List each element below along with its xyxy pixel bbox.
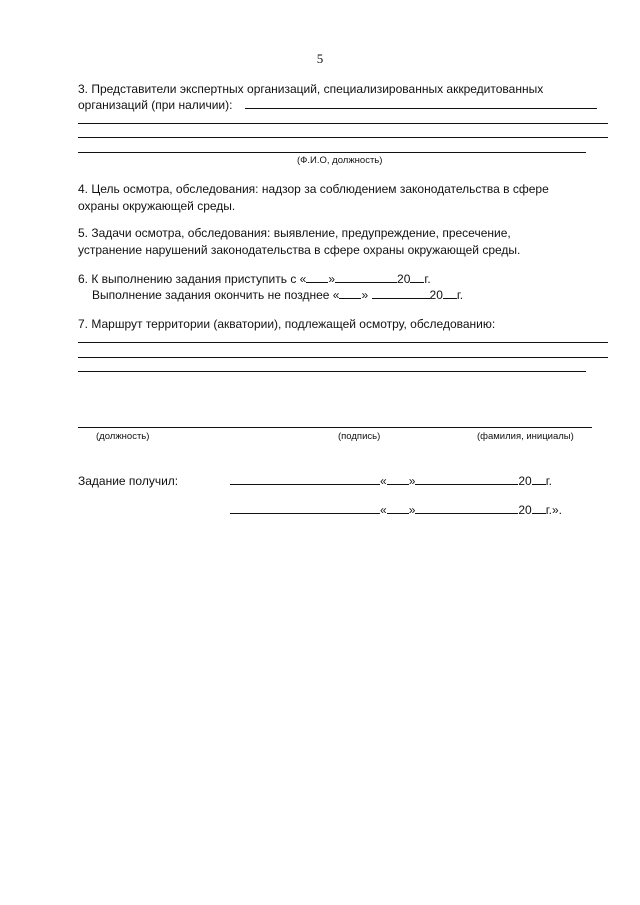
signature-line (78, 427, 592, 428)
received-row2-quote-open: « (380, 503, 387, 517)
item3-text: 3. Представители экспертных организаций, специализированных аккредитованных (78, 82, 544, 96)
sign-caption: (подпись) (338, 431, 381, 442)
item6-end-row (92, 287, 463, 304)
item6-start-day-blank[interactable] (306, 272, 328, 283)
item6-start-month-blank[interactable] (335, 272, 397, 283)
received-row2-name-blank[interactable] (230, 503, 380, 514)
item4-line1: 4. Цель осмотра, обследования: надзор за соблюдением законодательства в сфере (78, 182, 549, 196)
received-row2-year: 20 (518, 503, 532, 517)
received-row1-name-blank[interactable] (230, 474, 380, 485)
item6-start-year: 20 (397, 272, 411, 286)
item6-start-year-blank[interactable] (410, 272, 424, 283)
item3-fill-line-1 (245, 108, 597, 109)
item4-line2: охраны окружающей среды. (78, 199, 236, 213)
item6-end-prefix: Выполнение задания окончить не позднее « (92, 288, 340, 302)
received-row1-quote-open: « (380, 474, 387, 488)
item5-line2: устранение нарушений законодательства в сфере охраны окружающей среды. (78, 243, 521, 257)
item6-end-year-blank[interactable] (443, 288, 457, 299)
received-row1-year-blank[interactable] (532, 474, 546, 485)
item5-line1: 5. Задачи осмотра, обследования: выявление, предупреждение, пресечение, (78, 226, 511, 240)
item3-fill-line-3 (78, 137, 608, 138)
item6-end-suffix: г. (456, 288, 464, 302)
received-row2-quote-close: » (408, 503, 416, 517)
received-row2-day-blank[interactable] (387, 503, 409, 514)
received-row1-suffix: г. (545, 474, 552, 488)
item7-fill-line-2 (78, 357, 608, 358)
position-caption: (должность) (96, 431, 150, 442)
item6-start-suffix: г. (424, 272, 431, 286)
received-row2-suffix: г.». (545, 503, 562, 517)
item3-caption: (Ф.И.О, должность) (297, 155, 383, 166)
item7-fill-line-1 (78, 342, 608, 343)
received-row1-day-blank[interactable] (387, 474, 409, 485)
item6-end-mid: » (361, 288, 369, 302)
item7-fill-line-3 (78, 371, 586, 372)
received-row1-month-blank[interactable] (415, 474, 518, 485)
item6-start-row (78, 271, 431, 288)
name-caption: (фамилия, инициалы) (477, 431, 574, 442)
item6-start-mid: » (328, 272, 336, 286)
received-row1-year: 20 (518, 474, 532, 488)
received-row-1 (230, 473, 552, 490)
item7-text: 7. Маршрут территории (акватории), подлежащей осмотру, обследованию: (78, 317, 496, 331)
item6-end-day-blank[interactable] (339, 288, 361, 299)
received-row2-month-blank[interactable] (415, 503, 518, 514)
page-number: 5 (316, 51, 324, 66)
received-row1-quote-close: » (408, 474, 416, 488)
received-row-2 (230, 502, 562, 519)
received-label: Задание получил: (78, 474, 179, 488)
item3-fill-line-2 (78, 123, 608, 124)
item6-start-prefix: 6. К выполнению задания приступить с « (78, 272, 307, 286)
item3-fill-line-4 (78, 152, 586, 153)
item3-text2: организаций (при наличии): (78, 98, 233, 112)
item6-end-year: 20 (429, 288, 443, 302)
item6-end-month-blank[interactable] (372, 288, 430, 299)
received-row2-year-blank[interactable] (532, 503, 546, 514)
